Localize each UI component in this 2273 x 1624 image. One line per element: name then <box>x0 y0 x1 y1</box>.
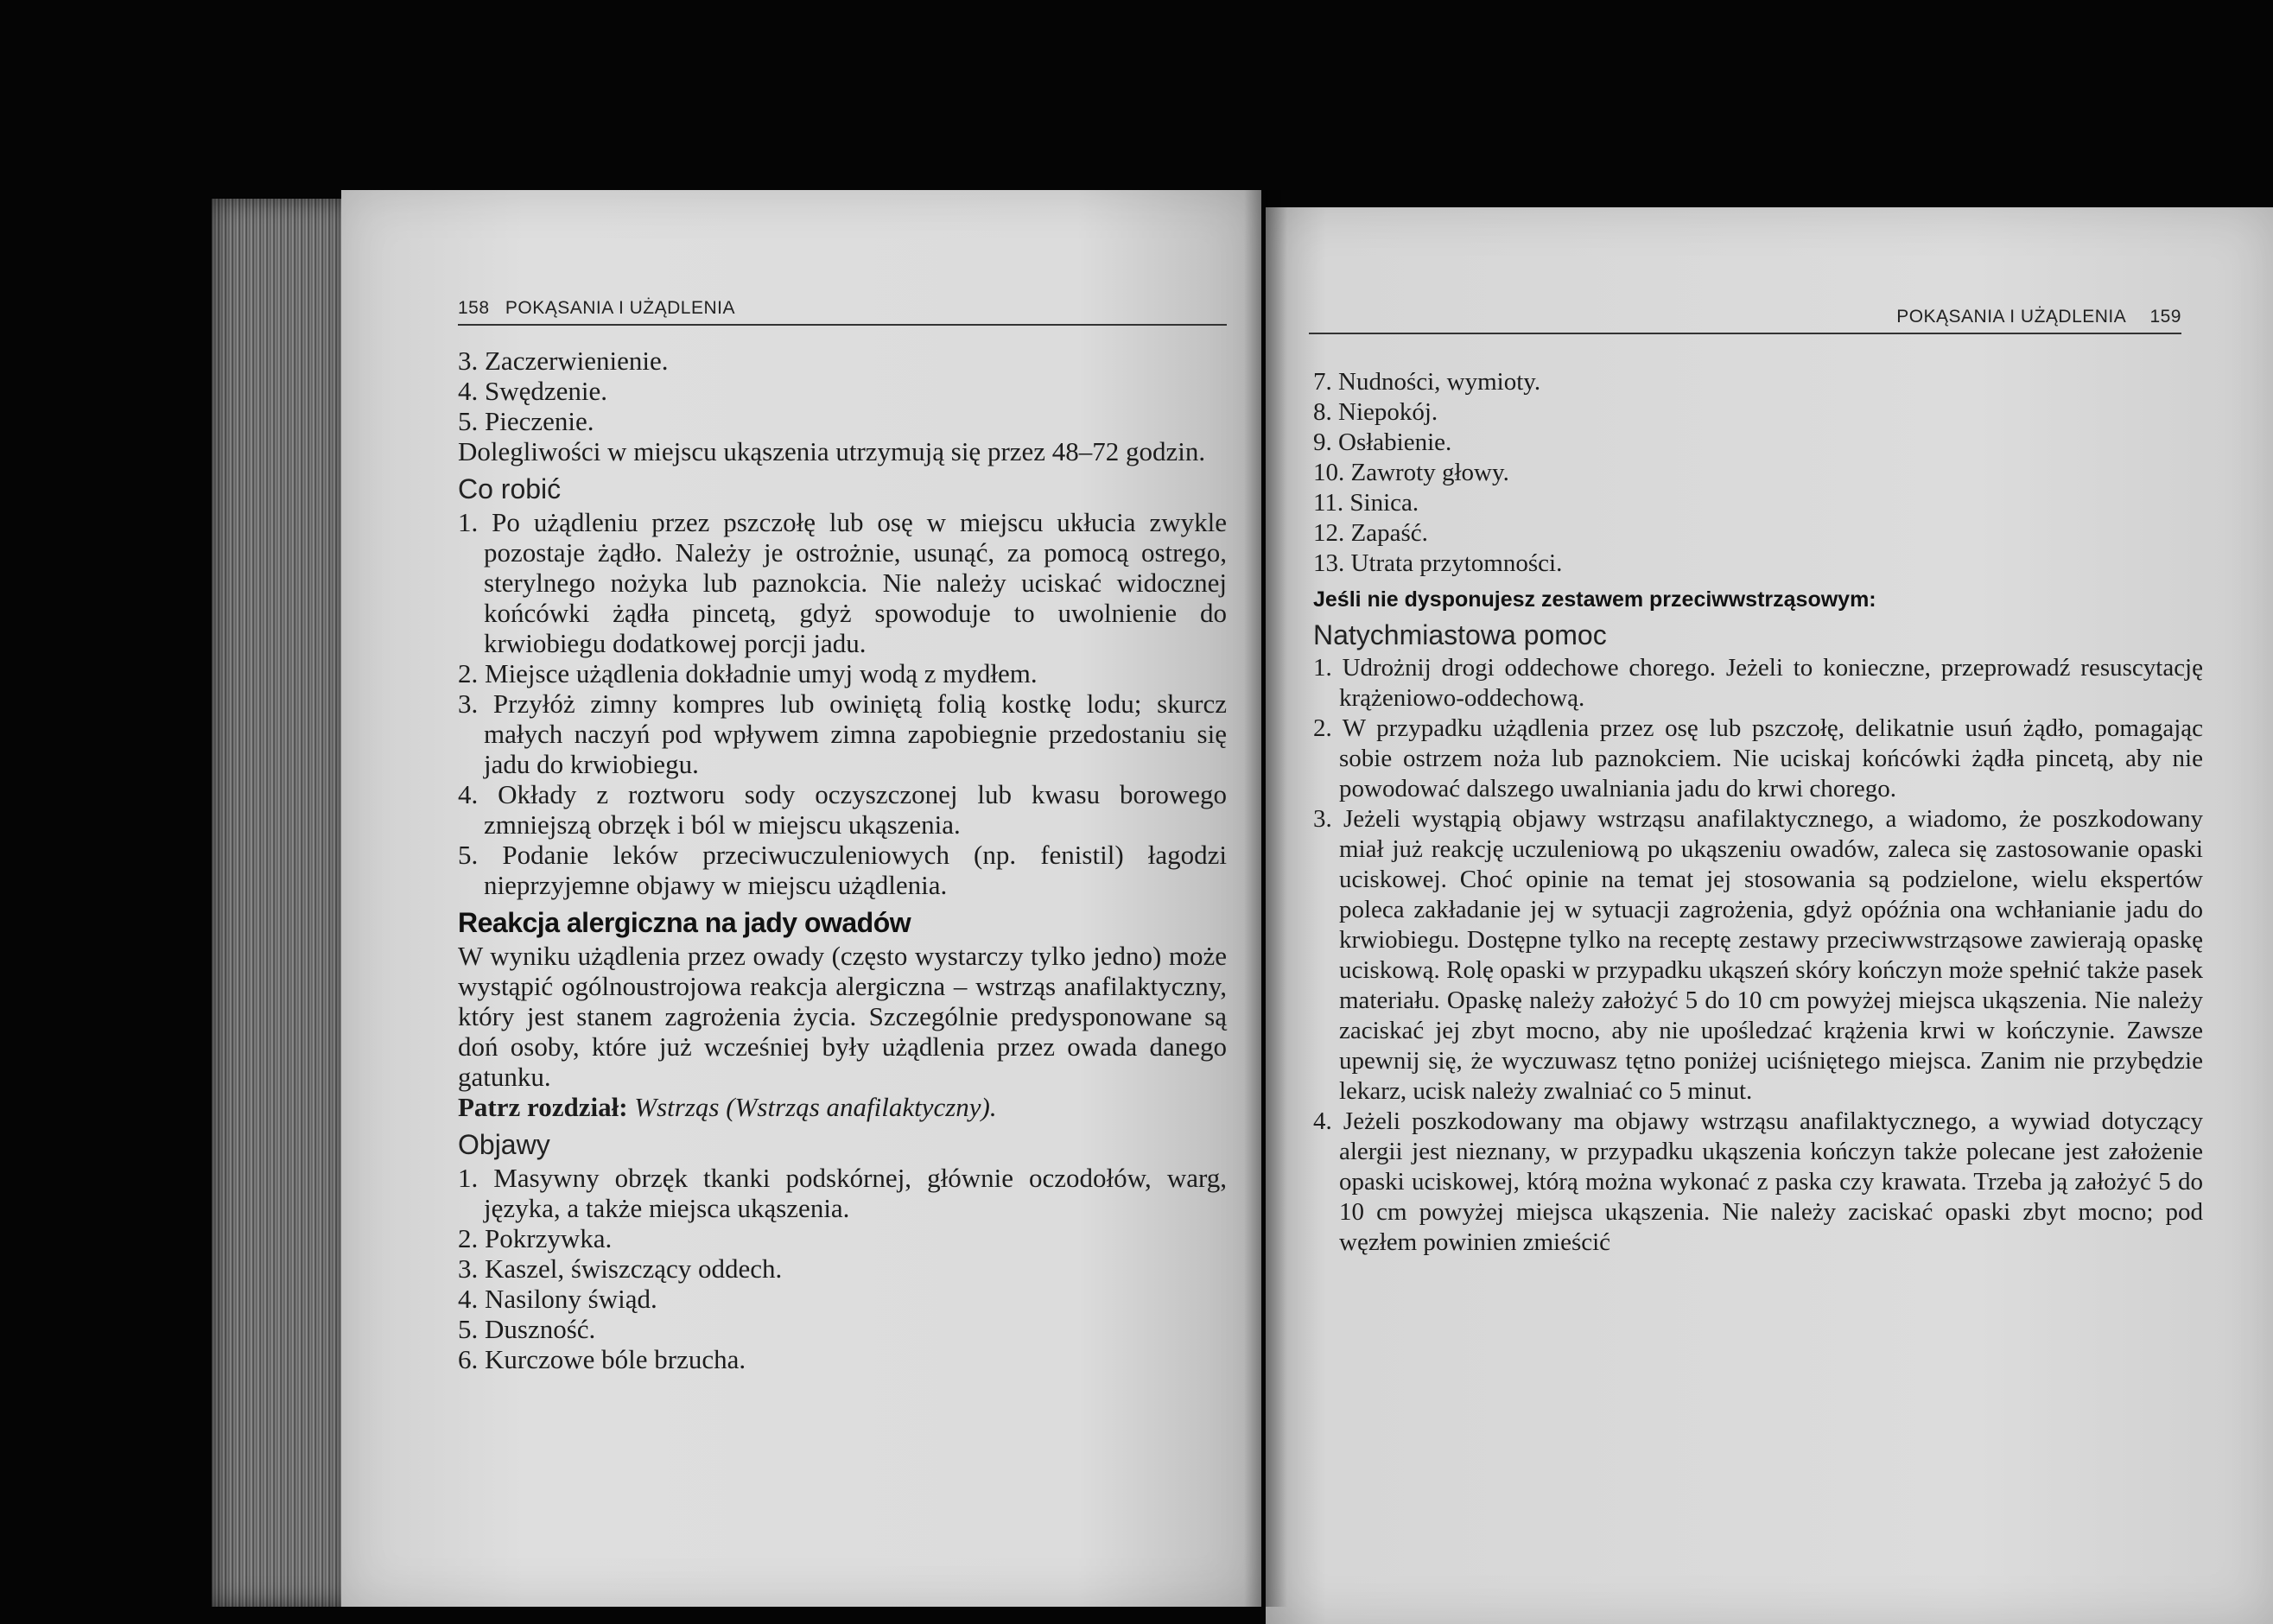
list-item: 8. Niepokój. <box>1313 398 1438 426</box>
list-item: 2. W przypadku użądlenia przez osę lub pszczołę, delikatnie usuń żądło, pomagając sobie ostrzem noża lub paznokciem. Nie uciskaj końcówki żądła pincetą, aby nie powodować dalszego uwalniania jadu do krwi chorego. <box>1313 714 2203 802</box>
list-item: 4. Nasilony świąd. <box>458 1284 657 1314</box>
page-edges <box>212 199 350 1607</box>
list-item: 11. Sinica. <box>1313 489 1419 517</box>
right-page <box>1266 207 2273 1624</box>
heading-immediate-help: Natychmiastowa pomoc <box>1313 619 1607 650</box>
list-item: 4. Swędzenie. <box>458 376 608 406</box>
list-item: 4. Okłady z roztworu sody oczyszczonej lub kwasu borowego zmniejszą obrzęk i ból w miejscu ukąszenia. <box>458 779 1227 840</box>
list-item: 5. Duszność. <box>458 1314 596 1344</box>
left-text-column <box>458 346 1227 1374</box>
list-item: 5. Pieczenie. <box>458 406 594 436</box>
list-item: 9. Osłabienie. <box>1313 428 1452 456</box>
chapter-reference <box>458 1092 1227 1122</box>
list-item: 1. Masywny obrzęk tkanki podskórnej, głównie oczodołów, warg, języka, a także miejsca ukąszenia. <box>458 1163 1227 1223</box>
running-head-right <box>1309 307 2181 334</box>
duration-paragraph: Dolegliwości w miejscu ukąszenia utrzymują się przez 48–72 godzin. <box>458 436 1206 466</box>
running-title-right: POKĄSANIA I UŻĄDLENIA <box>1896 307 2126 327</box>
list-item: 6. Kurczowe bóle brzucha. <box>458 1344 746 1374</box>
list-item: 5. Podanie leków przeciwuczuleniowych (np. fenistil) łagodzi nieprzyjemne objawy w miejscu użądlenia. <box>458 840 1227 900</box>
heading-allergy: Reakcja alergiczna na jady owadów <box>458 907 911 938</box>
page-number-right: 159 <box>2149 307 2181 327</box>
list-item: 2. Pokrzywka. <box>458 1223 613 1253</box>
reference-label: Patrz rozdział: <box>458 1092 628 1122</box>
book-gutter <box>1244 190 1287 1607</box>
list-item: 4. Jeżeli poszkodowany ma objawy wstrząsu anafilaktycznego, a wywiad dotyczący alergii jest nieznany, w przypadku ukąszenia kończyn także polecane jest założenie opaski uciskowej, którą można wykonać z paska czy krawata. Trzeba ją założyć 5 do 10 cm powyżej miejsca ukąszenia. Nie należy zaciskać opaski zbyt mocno; pod węzłem powinien zmieścić <box>1313 1107 2203 1256</box>
list-item: 1. Po użądleniu przez pszczołę lub osę w miejscu ukłucia zwykle pozostaje żądło. Należy je ostrożnie, usunąć, za pomocą ostrego, sterylnego nożyka lub paznokcia. Nie należy uciskać widocznej końcówki żądła pincetą, gdyż spowoduje to uwolnienie do krwiobiegu dodatkowej porcji jadu. <box>458 507 1227 658</box>
heading-what-to-do: Co robić <box>458 473 562 504</box>
list-item: 3. Przyłóż zimny kompres lub owiniętą folią kostkę lodu; skurcz małych naczyń pod wpływem zimna zapobiegnie przedostaniu się jadu do krwiobiegu. <box>458 688 1227 779</box>
list-item: 7. Nudności, wymioty. <box>1313 368 1541 396</box>
page-number-left: 158 <box>458 298 490 318</box>
list-item: 3. Kaszel, świszczący oddech. <box>458 1253 783 1284</box>
no-kit-heading: Jeśli nie dysponujesz zestawem przeciwwstrząsowym: <box>1313 587 1876 612</box>
list-item: 3. Jeżeli wystąpią objawy wstrząsu anafilaktycznego, a wiadomo, że poszkodowany miał już reakcję uczuleniową po ukąszeniu owadów, zaleca się zastosowanie opaski uciskowej. Choć opinie na temat jej stosowania są podzielone, wielu ekspertów poleca zakładanie jej w sytuacji zagrożenia, gdyż opóźnia ona wchłanianie jadu do krwiobiegu. Dostępne tylko na receptę zestawy przeciwwstrząsowe zawierają opaskę uciskową. Rolę opaski w przypadku ukąszeń skóry kończyn może spełnić także pasek materiału. Opaskę należy założyć 5 do 10 cm powyżej miejsca ukąszenia. Nie należy zaciskać jej zbyt mocno, aby nie upośledzać krążenia krwi w kończynie. Zawsze upewnij się, że wyczuwasz tętno poniżej uciśniętego miejsca. Zanim nie przybędzie lekarz, ucisk należy zwalniać co 5 minut. <box>1313 805 2203 1105</box>
right-text-column <box>1313 367 2203 1258</box>
list-item: 12. Zapaść. <box>1313 519 1428 547</box>
list-item: 2. Miejsce użądlenia dokładnie umyj wodą z mydłem. <box>458 658 1038 688</box>
reference-chapter: Wstrząs (Wstrząs anafilaktyczny). <box>634 1092 997 1122</box>
left-page <box>341 190 1261 1607</box>
list-item: 13. Utrata przytomności. <box>1313 549 1563 577</box>
heading-symptoms: Objawy <box>458 1129 550 1160</box>
running-head-left <box>458 298 1227 326</box>
list-item: 3. Zaczerwienienie. <box>458 346 669 376</box>
list-item: 10. Zawroty głowy. <box>1313 459 1509 486</box>
running-title-left: POKĄSANIA I UŻĄDLENIA <box>505 298 735 318</box>
list-item: 1. Udrożnij drogi oddechowe chorego. Jeżeli to konieczne, przeprowadź resuscytację krążeniowo-oddechową. <box>1313 654 2203 712</box>
allergy-paragraph: W wyniku użądlenia przez owady (często wystarczy tylko jedno) może wystąpić ogólnoustrojowa reakcja alergiczna – wstrząs anafilaktyczny, który jest stanem zagrożenia życia. Szczególnie predysponowane są doń osoby, które już wcześniej były użądlenia przez owada danego gatunku. <box>458 941 1227 1092</box>
